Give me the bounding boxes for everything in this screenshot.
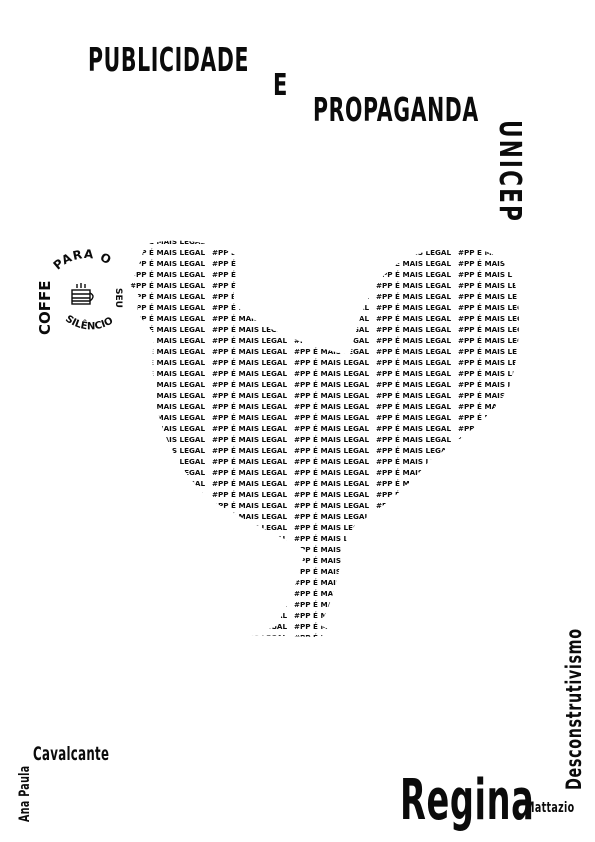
coffee-badge <box>30 240 140 350</box>
rooster-body <box>130 235 530 665</box>
movement-label: Desconstrutivismo <box>562 628 586 790</box>
title-propaganda: PROPAGANDA <box>313 90 479 129</box>
badge-word-right: SEU <box>113 288 123 308</box>
author-first-name: Regina <box>400 768 535 833</box>
student-first-name: Ana Paula <box>17 765 33 822</box>
badge-word-bottom <box>63 314 115 333</box>
institution-label: UNICEP <box>492 120 527 224</box>
title-publicidade: PUBLICIDADE <box>88 40 250 79</box>
author-last-name: Mattazio <box>525 800 575 816</box>
badge-word-top <box>51 247 115 273</box>
title-e: E <box>273 68 288 103</box>
rooster-silhouette-icon <box>130 235 530 665</box>
badge-word-bottom-path: SILÊNCIO <box>63 313 116 333</box>
badge-word-left: COFFE <box>36 280 54 335</box>
student-surname: Cavalcante <box>33 743 110 765</box>
badge-word-top-path: PARA O <box>50 246 115 273</box>
coffee-cup-icon <box>72 283 93 304</box>
